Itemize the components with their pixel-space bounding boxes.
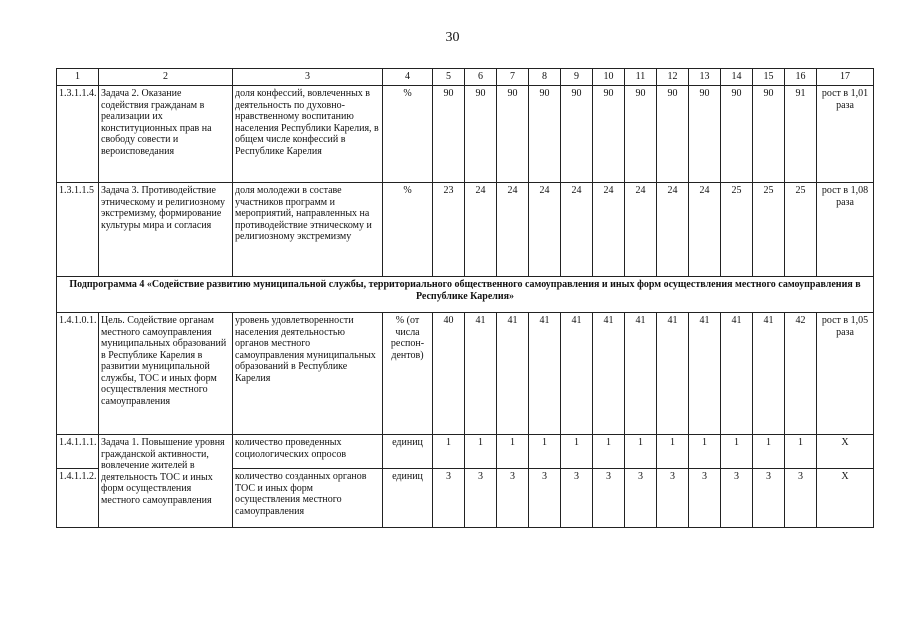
row-value: 90 [433,86,465,183]
row-value: 3 [529,469,561,528]
header-cell: 12 [657,69,689,86]
header-cell: 13 [689,69,721,86]
row-value: 90 [689,86,721,183]
table-row [57,313,874,435]
header-cell: 16 [785,69,817,86]
row-indicator: доля молодежи в составе участников программ и мероприятий, направленных на противодействие этническому и религиозному экстремизму [233,183,383,277]
row-unit: % [383,183,433,277]
header-cell: 7 [497,69,529,86]
row-value: 3 [497,469,529,528]
row-value: 24 [593,183,625,277]
row-value: 25 [753,183,785,277]
header-cell: 8 [529,69,561,86]
row-value: 3 [689,469,721,528]
row-indicator: доля конфессий, вовлеченных в деятельность по духовно-нравственному воспитанию населения Республики Карелия, в общем числе конфессий в Республике Карелия [233,86,383,183]
subprogram-title: Подпрограмма 4 «Содействие развитию муниципальной службы, территориального общественного самоуправления и иных форм осуществления местного самоуправления в Республике Карелия» [57,277,874,313]
row-value: 3 [465,469,497,528]
row-value: 1 [529,435,561,469]
row-value: 41 [721,313,753,435]
row-indicator: количество созданных органов ТОС и иных форм осуществления местного самоуправления [233,469,383,528]
header-cell: 3 [233,69,383,86]
table-row [57,183,874,277]
row-code: 1.4.1.1.1. [57,435,99,469]
row-value: 41 [657,313,689,435]
row-value: 90 [529,86,561,183]
row-value: 1 [561,435,593,469]
header-cell: 4 [383,69,433,86]
row-value: 90 [593,86,625,183]
task1-text: Задача 1. Повышение уровня гражданской активности, вовлечение жителей в деятельность ТОС и иных форм осуществления местного самоуправления [99,435,233,528]
row-value: 90 [561,86,593,183]
row-code: 1.4.1.1.2. [57,469,99,528]
row-value: 1 [753,435,785,469]
row-value: 24 [465,183,497,277]
row-value: 1 [721,435,753,469]
row-value: 1 [593,435,625,469]
row-value: 90 [753,86,785,183]
row-indicator: уровень удовлетворенности населения деятельностью органов местного самоуправления муниципальных образований в Республике Карелия [233,313,383,435]
row-unit: % [383,86,433,183]
row-result: рост в 1,08 раза [817,183,874,277]
row-value: 3 [561,469,593,528]
row-value: 41 [465,313,497,435]
row-unit: % (от числа респон-дентов) [383,313,433,435]
row-result: Х [817,435,874,469]
row-code: 1.4.1.0.1. [57,313,99,435]
row-value: 41 [689,313,721,435]
row-value: 1 [785,435,817,469]
row-value: 41 [529,313,561,435]
row-value: 3 [433,469,465,528]
row-value: 42 [785,313,817,435]
row-value: 90 [497,86,529,183]
row-result: рост в 1,01 раза [817,86,874,183]
header-cell: 11 [625,69,657,86]
row-value: 41 [753,313,785,435]
row-value: 1 [497,435,529,469]
header-cell: 14 [721,69,753,86]
row-value: 90 [465,86,497,183]
row-value: 24 [497,183,529,277]
page-number: 30 [445,30,460,45]
row-value: 3 [657,469,689,528]
row-value: 23 [433,183,465,277]
table-row [57,86,874,183]
header-cell: 6 [465,69,497,86]
row-value: 90 [657,86,689,183]
row-value: 24 [689,183,721,277]
header-cell: 1 [57,69,99,86]
row-value: 1 [465,435,497,469]
row-result: Х [817,469,874,528]
row-value: 3 [593,469,625,528]
row-code: 1.3.1.1.5 [57,183,99,277]
header-cell: 10 [593,69,625,86]
subprogram-row [57,277,874,313]
header-cell: 9 [561,69,593,86]
table-row [57,435,874,469]
row-task: Задача 2. Оказание содействия гражданам в реализации их конституционных прав на свободу совести и вероисповедания [99,86,233,183]
row-task: Цель. Содействие органам местного самоуправления муниципальных образований в Республике Карелия в развитии муниципальной службы, ТОС и иных форм осуществления местного самоуправления [99,313,233,435]
row-value: 3 [721,469,753,528]
row-value: 3 [625,469,657,528]
row-value: 3 [753,469,785,528]
header-row [57,69,874,86]
row-value: 25 [721,183,753,277]
row-value: 24 [529,183,561,277]
row-value: 1 [657,435,689,469]
row-unit: единиц [383,469,433,528]
row-task: Задача 3. Противодействие этническому и религиозному экстремизму, формирование культуры мира и согласия [99,183,233,277]
row-value: 41 [497,313,529,435]
row-value: 1 [625,435,657,469]
row-value: 41 [593,313,625,435]
indicators-table [56,68,874,528]
row-result: рост в 1,05 раза [817,313,874,435]
row-value: 90 [721,86,753,183]
row-value: 24 [625,183,657,277]
row-value: 90 [625,86,657,183]
row-unit: единиц [383,435,433,469]
row-indicator: количество проведенных социологических опросов [233,435,383,469]
row-value: 24 [561,183,593,277]
row-value: 41 [561,313,593,435]
row-code: 1.3.1.1.4. [57,86,99,183]
header-cell: 2 [99,69,233,86]
row-value: 24 [657,183,689,277]
row-value: 25 [785,183,817,277]
row-value: 3 [785,469,817,528]
header-cell: 5 [433,69,465,86]
header-cell: 15 [753,69,785,86]
row-value: 91 [785,86,817,183]
row-value: 1 [433,435,465,469]
row-value: 1 [689,435,721,469]
row-value: 40 [433,313,465,435]
header-cell: 17 [817,69,874,86]
row-value: 41 [625,313,657,435]
